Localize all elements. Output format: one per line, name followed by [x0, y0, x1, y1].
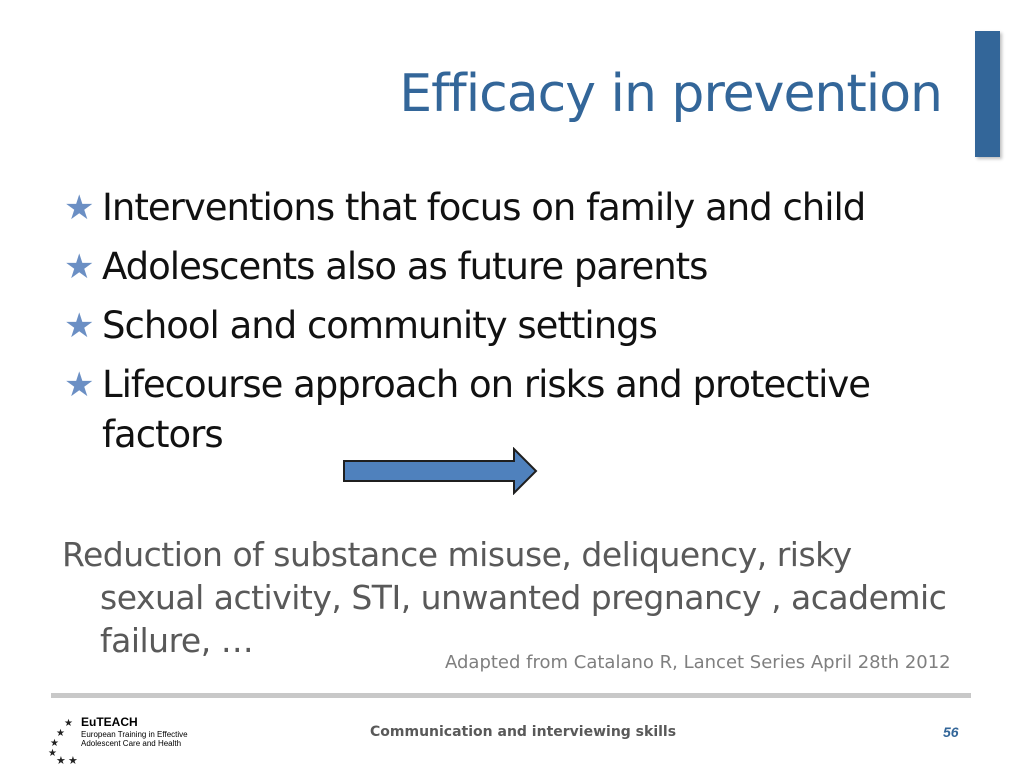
source-citation: Adapted from Catalano R, Lancet Series April 28th 2012 — [445, 652, 951, 673]
euteach-logo — [44, 712, 224, 766]
bullet-item — [64, 301, 964, 351]
bullet-text: Lifecourse approach on risks and protective factors — [102, 363, 871, 456]
footer-divider — [51, 693, 971, 698]
svg-text:★: ★ — [68, 755, 78, 766]
star-bullet-icon: ★ — [64, 365, 94, 405]
page-number: 56 — [943, 724, 959, 740]
footer-course-title: Communication and interviewing skills — [370, 724, 677, 740]
accent-side-bar — [975, 31, 1000, 157]
svg-text:★: ★ — [56, 728, 65, 739]
outcome-line-1: Reduction of substance misuse, deliquency, risky — [62, 535, 852, 574]
slide-title: Efficacy in prevention — [399, 64, 942, 124]
stars-logo-icon — [44, 712, 80, 766]
svg-text:★: ★ — [48, 748, 57, 759]
right-arrow-icon — [342, 447, 538, 495]
logo-subtitle: European Training in Effective Adolescent Care and Health — [81, 730, 188, 748]
outcome-line-3: failure, … — [100, 621, 254, 660]
bullet-text: Interventions that focus on family and child — [102, 186, 866, 229]
bullet-text: Adolescents also as future parents — [102, 245, 708, 288]
logo-name: EuTEACH — [81, 715, 138, 729]
star-bullet-icon: ★ — [64, 188, 94, 228]
bullet-item — [64, 360, 962, 460]
star-bullet-icon: ★ — [64, 306, 94, 346]
svg-text:★: ★ — [64, 718, 73, 729]
outcome-text — [62, 533, 962, 662]
bullet-item — [64, 183, 964, 233]
outcome-line-2: sexual activity, STI, unwanted pregnancy , academic — [100, 578, 947, 617]
star-bullet-icon: ★ — [64, 247, 94, 287]
bullet-item — [64, 242, 964, 292]
svg-text:★: ★ — [56, 755, 66, 766]
svg-text:★: ★ — [50, 738, 59, 749]
bullet-list — [64, 183, 964, 469]
bullet-text: School and community settings — [102, 304, 657, 347]
